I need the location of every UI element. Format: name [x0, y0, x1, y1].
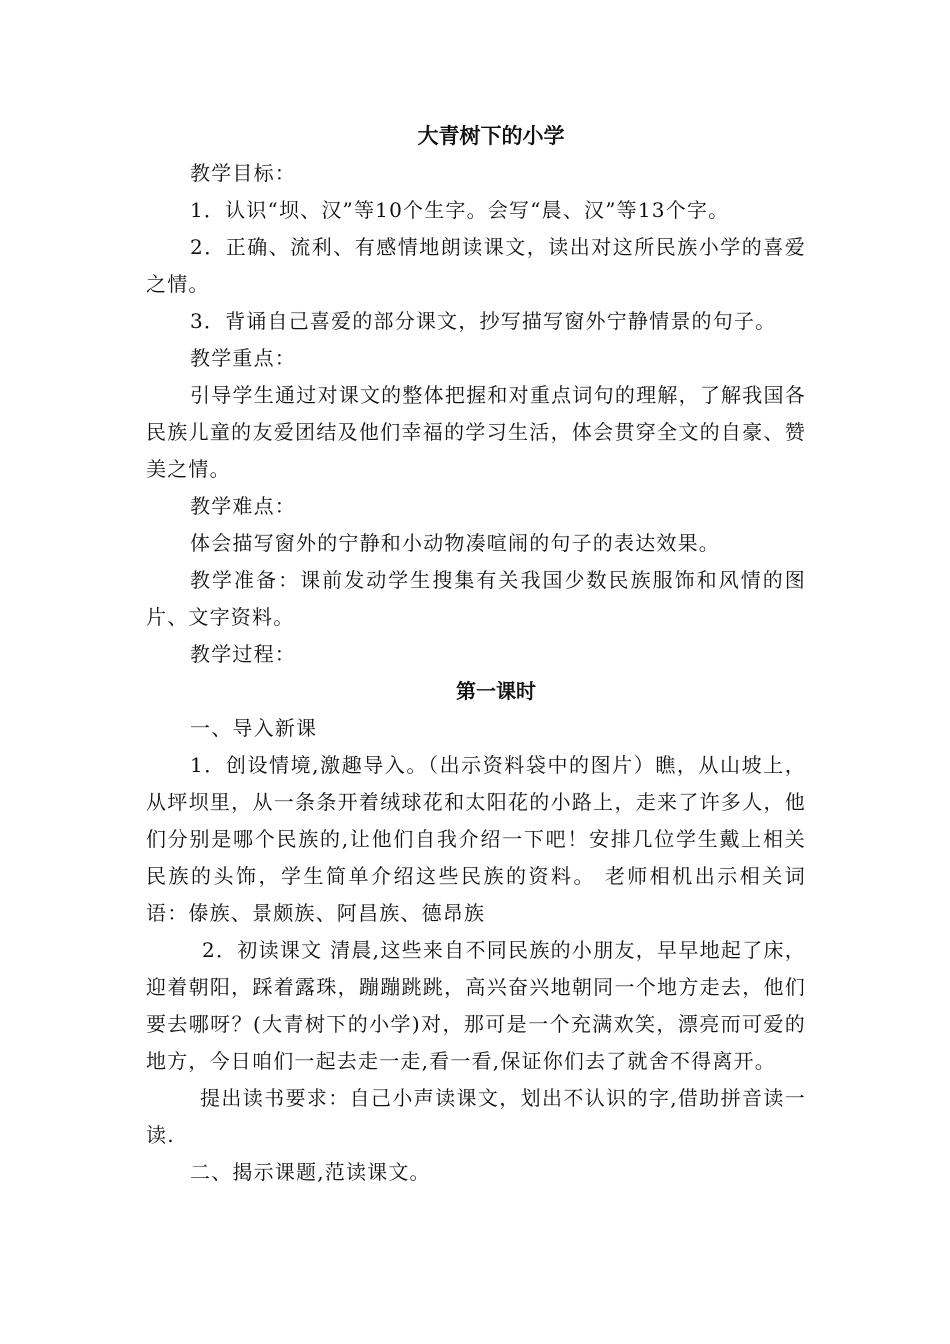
key-points-text: 引导学生通过对课文的整体把握和对重点词句的理解，了解我国各民族儿童的友爱团结及他们幸福的学习生活，体会贯穿全文的自豪、赞美之情。	[146, 383, 806, 481]
step-intro-text: 1．创设情境,激趣导入。（出示资料袋中的图片）瞧，从山坡上，从坪坝里，从一条条开着绒球花和太阳花的小路上，走来了许多人，他们分别是哪个民族的,让他们自我介绍一下吧！安排几位学生戴上相关民族的头饰，学生简单介绍这些民族的资料。 老师相机出示相关词语：傣族、景颇族、阿昌族、德昂族	[146, 753, 806, 925]
heading-teaching-goals: 教学目标：	[190, 161, 296, 185]
difficulties-text: 体会描写窗外的宁静和小动物凑喧闹的句子的表达效果。	[190, 531, 720, 555]
heading-process: 教学过程：	[190, 642, 296, 666]
section-title: 第一课时	[456, 679, 536, 703]
goal-1: 1．认识“坝、汉”等10个生字。会写“晨、汉”等13个字。	[190, 198, 730, 222]
goal-2: 2．正确、流利、有感情地朗读课文，读出对这所民族小学的喜爱之情。	[146, 235, 806, 296]
preparation-text: 教学准备：课前发动学生搜集有关我国少数民族服饰和风情的图片、文字资料。	[146, 568, 806, 629]
document-body	[146, 118, 806, 1191]
step-reveal-title: 二、揭示课题,范读课文。	[190, 1160, 431, 1184]
step-first-reading: 2．初读课文 清晨,这些来自不同民族的小朋友，早早地起了床，迎着朝阳，踩着露珠，蹦蹦跳跳，高兴奋兴地朝同一个地方走去，他们要去哪呀？(大青树下的小学)对，那可是一个充满欢笑，漂亮而可爱的地方，今日咱们一起去走一走,看一看,保证你们去了就舍不得离开。	[146, 938, 806, 1073]
document-title: 大青树下的小学	[417, 124, 565, 148]
heading-difficulties: 教学难点：	[190, 494, 296, 518]
reading-requirement: 提出读书要求：自己小声读课文，划出不认识的字,借助拼音读一读.	[146, 1086, 806, 1147]
goal-3: 3．背诵自己喜爱的部分课文，抄写描写窗外宁静情景的句子。	[190, 309, 777, 333]
step-intro-heading: 一、导入新课	[190, 716, 318, 740]
heading-key-points: 教学重点：	[190, 346, 296, 370]
